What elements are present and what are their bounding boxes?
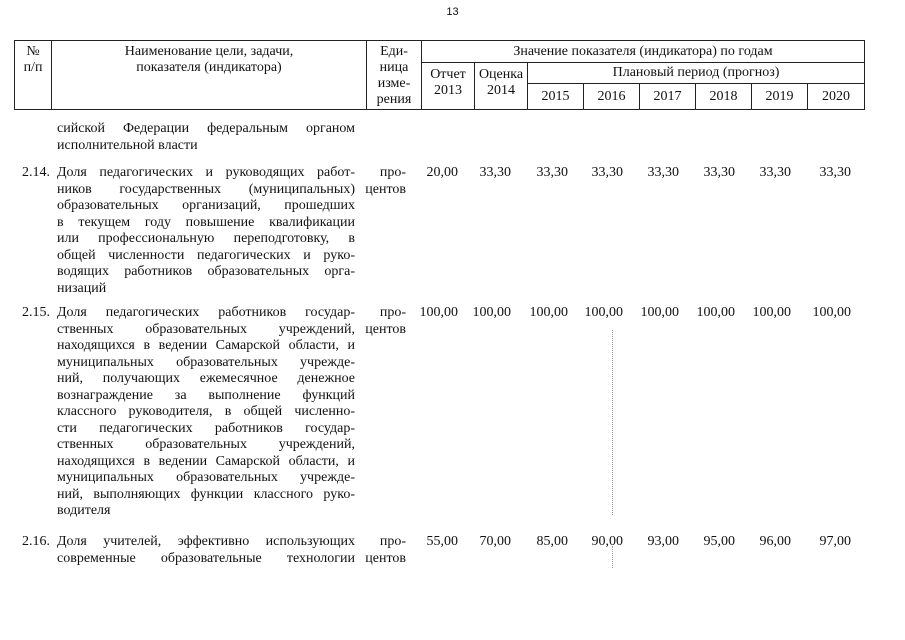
- header-year-cell: 2020: [808, 84, 865, 110]
- name-line: сти педагогических работников государ-: [57, 420, 355, 436]
- header-year-cell: 2017: [640, 84, 696, 110]
- value-2014: 33,30: [479, 165, 511, 180]
- name-line: водящих работников образовательных орга-: [57, 264, 355, 279]
- value-2014: 100,00: [472, 305, 511, 320]
- name-line: находящихся в ведении Самарской области, и: [57, 453, 355, 469]
- name-line: ний, получающих ежемесячное денежное: [57, 371, 355, 386]
- row-unit: [360, 305, 406, 338]
- name-line: ний, выполняющих функции классного руко-: [57, 486, 355, 502]
- header-unit-line: Еди-: [380, 44, 408, 59]
- header-plan-cell: Плановый период (прогноз): [528, 63, 865, 84]
- header-num-line: п/п: [23, 60, 43, 75]
- header-name-line: показателя (индикатора): [136, 60, 282, 75]
- value-2017: 100,00: [640, 305, 679, 320]
- row-unit: [360, 165, 406, 198]
- header-report-cell: [422, 63, 475, 110]
- name-line: водителя: [57, 503, 111, 518]
- row-unit: [360, 534, 406, 567]
- header-report-line: Отчет: [430, 67, 466, 82]
- continuation-row: [14, 121, 865, 165]
- name-line: ников государственных (муниципальных): [57, 181, 355, 197]
- value-2020: 100,00: [812, 305, 851, 320]
- header-year-cell: 2016: [584, 84, 640, 110]
- header-year-cell: 2019: [752, 84, 808, 110]
- row-number: 2.15.: [22, 305, 50, 320]
- table-body: [14, 121, 865, 574]
- value-2015: 100,00: [529, 305, 568, 320]
- table-row: [14, 165, 865, 305]
- header-name-line: Наименование цели, задачи,: [124, 44, 294, 59]
- name-line: низаций: [57, 280, 107, 296]
- header-estimate-line: 2014: [487, 83, 515, 98]
- name-line: Доля педагогических работников государ-: [57, 305, 355, 320]
- value-2020: 97,00: [819, 534, 851, 549]
- name-line: ственных образовательных учреждений,: [57, 437, 355, 452]
- row-name: [57, 534, 355, 567]
- unit-line: центов: [365, 321, 406, 337]
- unit-line: про-: [379, 305, 406, 320]
- header-num-line: №: [26, 44, 40, 59]
- value-2014: 70,00: [479, 534, 511, 549]
- row-name: [57, 165, 355, 297]
- value-2015: 33,30: [536, 165, 568, 180]
- page-number: 13: [446, 6, 459, 18]
- name-line: муниципальных образовательных учрежде-: [57, 470, 355, 485]
- value-2013: 55,00: [426, 534, 458, 549]
- name-line: образовательных организаций, прошедших: [57, 198, 355, 213]
- header-estimate-cell: [475, 63, 528, 110]
- name-line: или профессиональную переподготовку, в: [57, 231, 355, 246]
- table-row: [14, 305, 865, 534]
- name-line: муниципальных образовательных учрежде-: [57, 354, 355, 370]
- value-2018: 95,00: [703, 534, 735, 549]
- value-2013: 20,00: [426, 165, 458, 180]
- value-2020: 33,30: [819, 165, 851, 180]
- faint-column-rule: [612, 330, 613, 515]
- header-estimate-line: Оценка: [478, 67, 524, 82]
- name-line: классного руководителя, в общей численно-: [57, 404, 355, 419]
- name-line: вознаграждение за выполнение функций: [57, 387, 355, 403]
- row-name: [57, 305, 355, 520]
- unit-line: центов: [365, 181, 406, 197]
- value-2019: 33,30: [759, 165, 791, 180]
- name-line: сийской Федерации федеральным органом: [57, 121, 355, 136]
- header-year-cell: 2015: [528, 84, 584, 110]
- unit-line: про-: [379, 534, 406, 549]
- value-2018: 33,30: [703, 165, 735, 180]
- header-year-cell: 2018: [696, 84, 752, 110]
- header-group-cell: Значение показателя (индикатора) по годам: [422, 41, 865, 63]
- value-2017: 33,30: [647, 165, 679, 180]
- header-report-line: 2013: [434, 83, 462, 98]
- unit-line: центов: [365, 550, 406, 566]
- name-line: современные образовательные технологии: [57, 550, 355, 566]
- name-line: общей численности педагогических и руко-: [57, 247, 355, 263]
- name-line: находящихся в ведении Самарской области, и: [57, 338, 355, 353]
- name-line: Доля педагогических и руководящих работ-: [57, 165, 355, 180]
- unit-line: про-: [379, 165, 406, 180]
- header-unit-line: рения: [376, 92, 412, 107]
- table-header: [14, 40, 865, 110]
- value-2017: 93,00: [647, 534, 679, 549]
- name-line: в текущем году повышение квалификации: [57, 214, 355, 230]
- name-line: Доля учителей, эффективно использующих: [57, 534, 355, 549]
- value-2019: 96,00: [759, 534, 791, 549]
- continuation-text: [57, 121, 355, 154]
- value-2019: 100,00: [752, 305, 791, 320]
- header-unit-line: измe-: [377, 76, 411, 91]
- table-row: [14, 534, 865, 574]
- value-2015: 85,00: [536, 534, 568, 549]
- header-name-cell: [52, 41, 367, 110]
- value-2013: 100,00: [419, 305, 458, 320]
- row-number: 2.14.: [22, 165, 50, 180]
- header-unit-cell: [367, 41, 422, 110]
- header-num-cell: [15, 41, 52, 110]
- name-line: исполнительной власти: [57, 137, 198, 153]
- faint-column-rule: [612, 546, 613, 568]
- value-2016: 33,30: [591, 165, 623, 180]
- name-line: ственных образовательных учреждений,: [57, 321, 355, 337]
- row-number: 2.16.: [22, 534, 50, 549]
- value-2016: 100,00: [584, 305, 623, 320]
- value-2016: 90,00: [591, 534, 623, 549]
- header-unit-line: ница: [379, 60, 409, 75]
- value-2018: 100,00: [696, 305, 735, 320]
